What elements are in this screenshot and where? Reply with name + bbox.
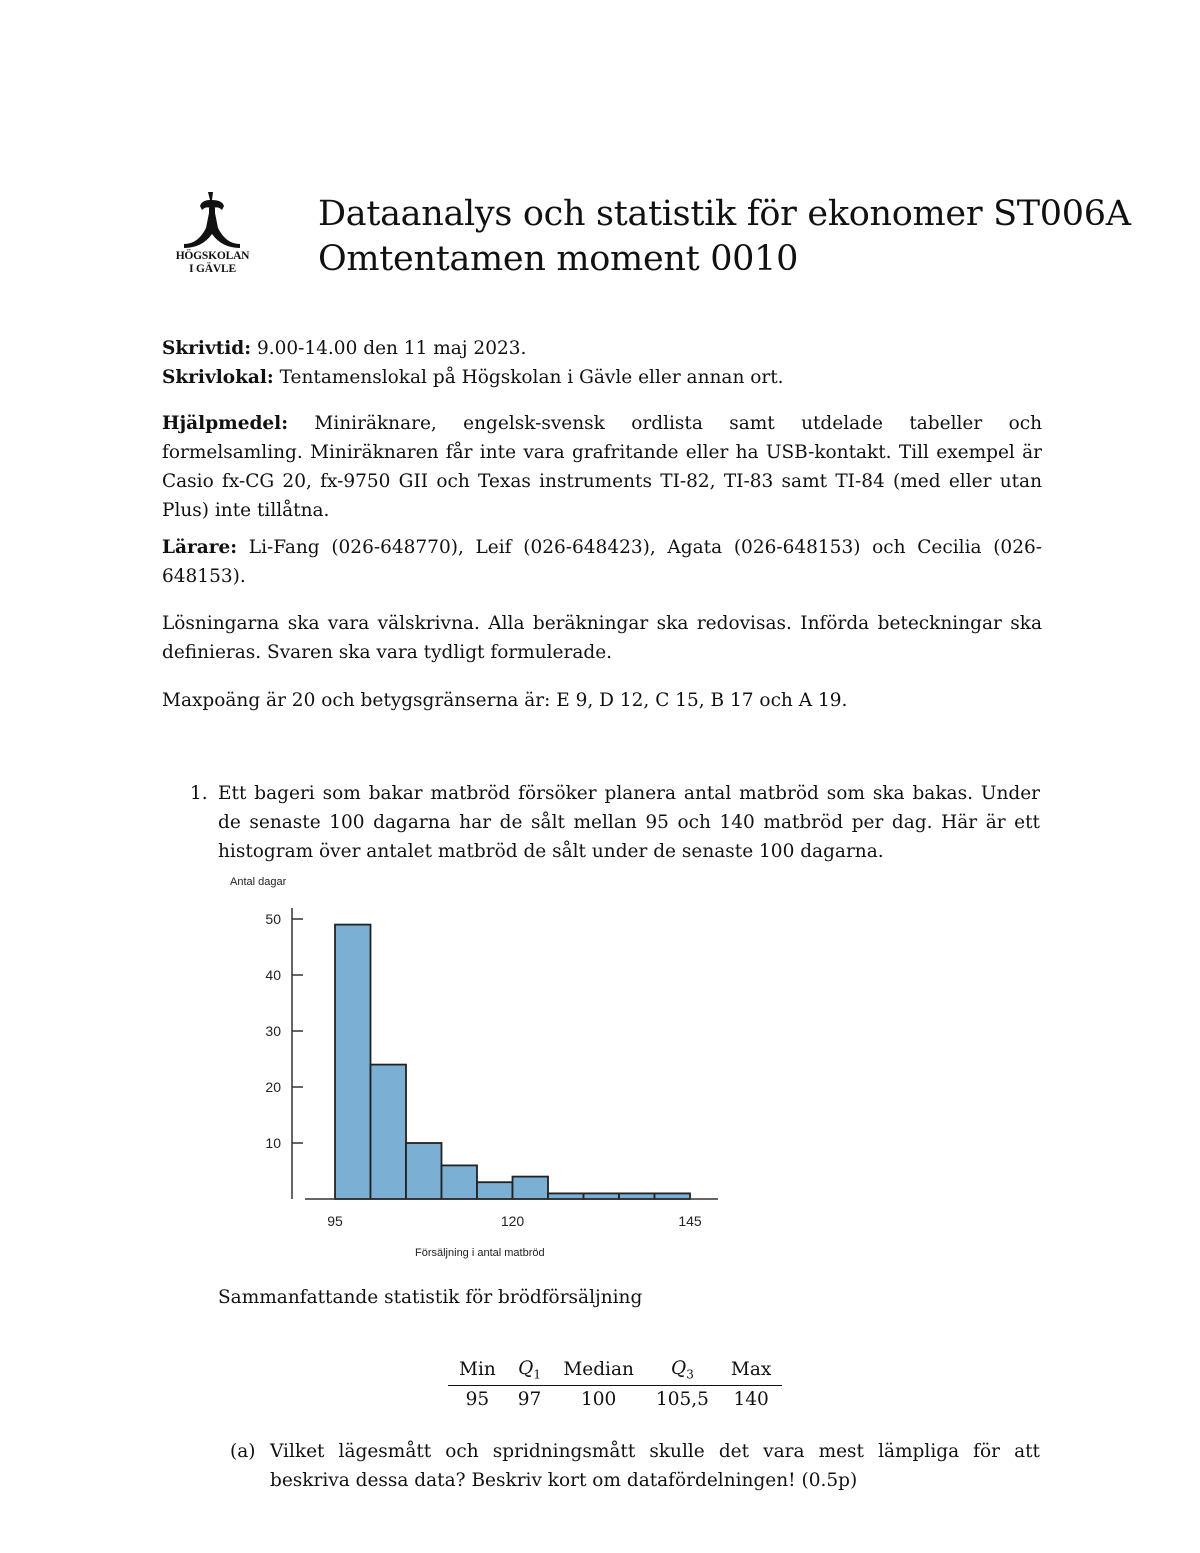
- title-line1: Dataanalys och statistik för ekonomer ST006A: [318, 194, 1131, 234]
- histogram-bar: [477, 1182, 513, 1199]
- histogram-bar: [335, 925, 371, 1199]
- histogram-bar: [548, 1193, 584, 1199]
- histogram-bar: [584, 1193, 620, 1199]
- x-tick-label: 95: [327, 1213, 343, 1229]
- instructions-paragraph: Lösningarna ska vara välskrivna. Alla beräkningar ska redovisas. Införda beteckningar ska definieras. Svaren ska vara tydligt formulerade.: [162, 613, 1042, 663]
- sub-question-a-text: Vilket lägesmått och spridningsmått skulle det vara mest lämpliga för att beskriva dessa data? Beskriv kort om datafördelningen! (0.5p): [270, 1441, 1040, 1491]
- logo-line1: HÖGSKOLAN: [175, 250, 250, 262]
- histogram-bar: [406, 1143, 442, 1199]
- stats-value-q3: 105,5: [655, 1388, 709, 1410]
- histogram-bar: [619, 1193, 655, 1199]
- skrivtid-label: Skrivtid:: [162, 338, 252, 359]
- stats-header-row: [448, 1358, 782, 1385]
- hjalpmedel-label: Hjälpmedel:: [162, 413, 289, 434]
- histogram-bar: [371, 1065, 407, 1199]
- y-axis-title: Antal dagar: [230, 876, 287, 888]
- skrivlokal-label: Skrivlokal:: [162, 367, 274, 388]
- grading-paragraph: Maxpoäng är 20 och betygsgränserna är: E 9, D 12, C 15, B 17 och A 19.: [162, 690, 848, 711]
- summary-stats-table: [448, 1358, 782, 1410]
- histogram-bars: [335, 925, 690, 1199]
- stats-header-min: Min: [448, 1358, 507, 1385]
- q1-subscript: 1: [533, 1367, 541, 1382]
- histogram-axes: [265, 908, 718, 1229]
- exam-time-place: [162, 334, 1042, 392]
- logo-text: [160, 250, 265, 276]
- stats-header-max: Max: [720, 1358, 782, 1385]
- summary-label: Sammanfattande statistik för brödförsäljning: [218, 1287, 643, 1308]
- x-axis-title: Försäljning i antal matbröd: [415, 1247, 545, 1259]
- histogram-chart: [225, 868, 735, 1263]
- skrivlokal-value: Tentamenslokal på Högskolan i Gävle eller annan ort.: [279, 367, 784, 388]
- teachers-paragraph: [162, 533, 1042, 591]
- histogram-bar: [655, 1193, 691, 1199]
- larare-value: Li-Fang (026-648770), Leif (026-648423), Agata (026-648153) och Cecilia (026-648153).: [162, 537, 1042, 587]
- stats-value-row: [448, 1385, 782, 1410]
- sub-question-a-label: (a): [230, 1441, 256, 1462]
- histogram-bar: [442, 1165, 478, 1199]
- x-tick-label: 120: [500, 1213, 525, 1229]
- y-tick-label: 30: [265, 1023, 281, 1039]
- y-tick-label: 10: [265, 1135, 281, 1151]
- question-text: Ett bageri som bakar matbröd försöker planera antal matbröd som ska bakas. Under de senaste 100 dagarna har de sålt mellan 95 och 140 matbröd per dag. Här är ett histogram över antalet matbröd de sålt under de senaste 100 dagarna.: [218, 783, 1040, 862]
- y-tick-label: 40: [265, 967, 281, 983]
- skrivtid-value: 9.00-14.00 den 11 maj 2023.: [256, 338, 527, 359]
- stats-header-median: Median: [552, 1358, 645, 1385]
- q3-subscript: 3: [686, 1367, 694, 1382]
- y-tick-label: 50: [265, 911, 281, 927]
- stats-value-max: 140: [733, 1388, 769, 1410]
- page-title: [318, 192, 1131, 282]
- title-line2: Omtentamen moment 0010: [318, 239, 799, 279]
- stats-value-median: 100: [580, 1388, 617, 1410]
- y-tick-label: 20: [265, 1079, 281, 1095]
- histogram-bar: [513, 1177, 549, 1199]
- larare-label: Lärare:: [162, 537, 238, 558]
- hjalpmedel-value: Miniräknare, engelsk-svensk ordlista samt utdelade tabeller och formelsamling. Miniräknaren får inte vara grafritande eller ha USB-kontakt. Till exempel är Casio fx-CG 20, fx-9750 GII och Texas instruments TI-82, TI-83 samt TI-84 (med eller utan Plus) inte tillåtna.: [162, 413, 1042, 521]
- stats-header-q3: $Q_3$: [645, 1358, 720, 1385]
- logo-line2: I GÄVLE: [189, 263, 236, 275]
- stats-header-q1: $Q_1$: [507, 1358, 553, 1385]
- x-tick-label: 145: [678, 1213, 702, 1229]
- question-number: 1.: [190, 783, 208, 804]
- stats-value-q1: 97: [517, 1388, 542, 1410]
- aids-paragraph: [162, 409, 1042, 525]
- stats-value-min: 95: [465, 1388, 490, 1410]
